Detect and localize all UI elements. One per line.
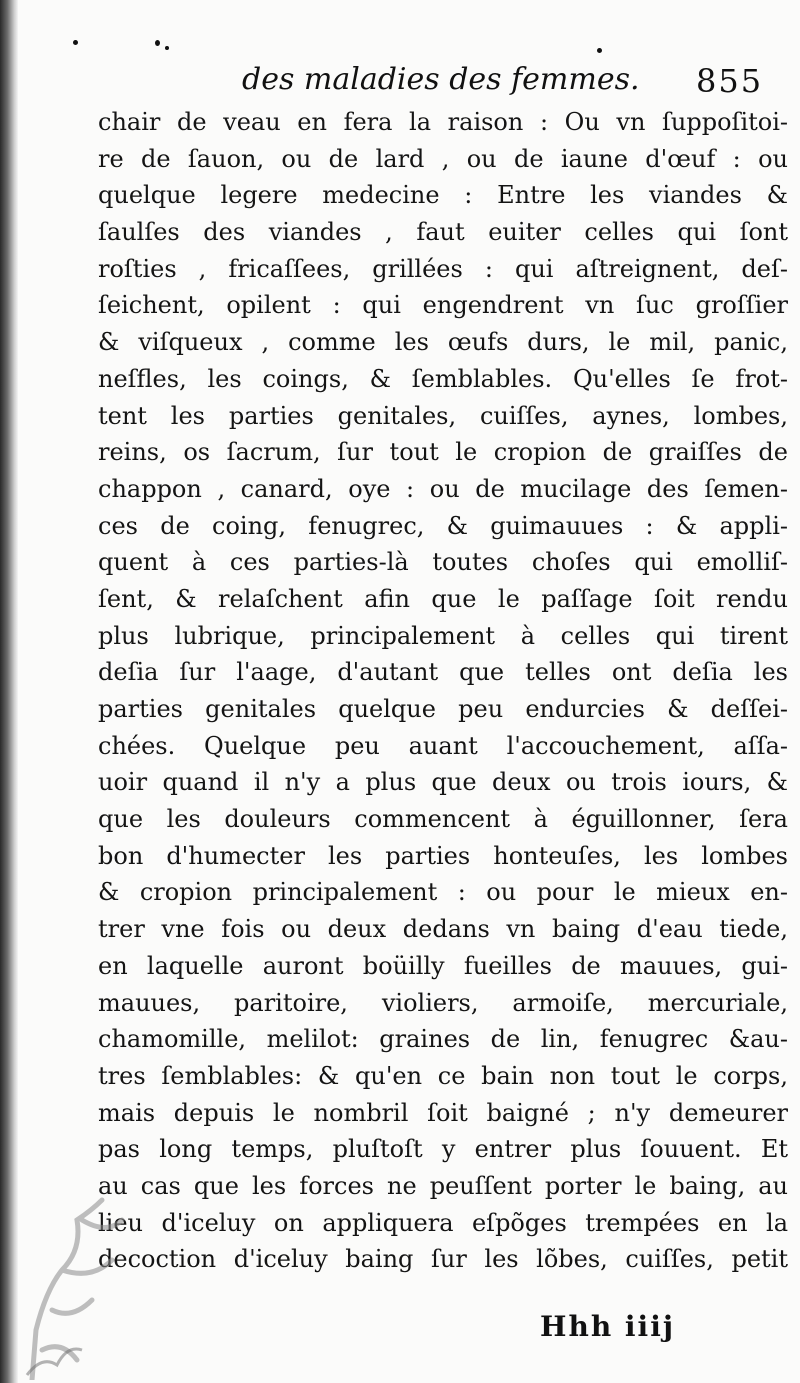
ink-speck xyxy=(165,46,169,50)
text-line: ſeichent, opilent : qui engendrent vn ſuc groſſier xyxy=(98,291,788,320)
text-line: au cas que les forces ne peuſſent porter le baing, au xyxy=(98,1171,788,1200)
page-header xyxy=(0,62,800,110)
page-damage-stain xyxy=(22,1180,142,1380)
running-title: des maladies des femmes. xyxy=(242,62,640,97)
text-line: tres ſemblables: & qu'en ce bain non tout le corps, xyxy=(98,1061,788,1090)
text-line: pas long temps, pluſtoſt y entrer plus ſouuent. Et xyxy=(98,1135,788,1164)
signature-mark: Hhh iiij xyxy=(540,1310,675,1343)
text-line: bon d'humecter les parties honteuſes, les lombes xyxy=(98,841,788,870)
text-line: decoction d'iceluy baing ſur les lõbes, cuiſſes, petit xyxy=(98,1245,788,1274)
text-line: ſaulſes des viandes , faut euiter celles qui ſont xyxy=(98,218,788,247)
text-line: ſent, & relaſchent afin que le paſſage ſoit rendu xyxy=(98,584,788,613)
text-line: chées. Quelque peu auant l'accouchement, aſſa- xyxy=(98,731,788,760)
text-line: chappon , canard, oye : ou de mucilage des ſemen- xyxy=(98,474,788,503)
text-line: deſia ſur l'aage, d'autant que telles ont deſia les xyxy=(98,658,788,687)
text-line: que les douleurs commencent à éguillonner, ſera xyxy=(98,805,788,834)
text-line: mauues, paritoire, violiers, armoiſe, mercuriale, xyxy=(98,988,788,1017)
text-line: chamomille, melilot: graines de lin, fenugrec &au- xyxy=(98,1025,788,1054)
ink-speck xyxy=(73,40,78,45)
text-line: tent les parties genitales, cuiſſes, aynes, lombes, xyxy=(98,401,788,430)
ink-speck xyxy=(597,48,602,53)
text-line: & cropion principalement : ou pour le mieux en- xyxy=(98,878,788,907)
body-text xyxy=(98,104,788,1278)
text-line: & viſqueux , comme les œufs durs, le mil, panic, xyxy=(98,328,788,357)
text-line: plus lubrique, principalement à celles qui tirent xyxy=(98,621,788,650)
text-line: reins, os ſacrum, ſur tout le cropion de graiſſes de xyxy=(98,438,788,467)
text-line: quelque legere medecine : Entre les viandes & xyxy=(98,181,788,210)
text-line: parties genitales quelque peu endurcies & deſſei- xyxy=(98,695,788,723)
ink-speck xyxy=(155,40,160,46)
text-line: chair de veau en fera la raison : Ou vn ſuppoſitoi- xyxy=(98,108,788,136)
page-number: 855 xyxy=(696,62,764,100)
text-line: ces de coing, fenugrec, & guimauues : & appli- xyxy=(98,511,788,540)
page-gutter-shadow xyxy=(0,0,18,1383)
text-line: re de ſauon, ou de lard , ou de iaune d'œuf : ou xyxy=(98,144,788,173)
text-line: en laquelle auront boüilly fueilles de mauues, gui- xyxy=(98,951,788,980)
text-line: roſties , fricaſſees, grillées : qui aſtreignent, deſ- xyxy=(98,254,788,283)
text-line: quent à ces parties-là toutes choſes qui emolliſ- xyxy=(98,548,788,577)
text-line: mais depuis le nombril ſoit baigné ; n'y demeurer xyxy=(98,1098,788,1127)
text-line: lieu d'iceluy on appliquera eſpõges trempées en la xyxy=(98,1208,788,1237)
text-line: neſfles, les coings, & ſemblables. Qu'elles ſe frot- xyxy=(98,364,788,393)
text-line: trer vne fois ou deux dedans vn baing d'eau tiede, xyxy=(98,915,788,944)
text-line: uoir quand il n'y a plus que deux ou trois iours, & xyxy=(98,768,788,797)
